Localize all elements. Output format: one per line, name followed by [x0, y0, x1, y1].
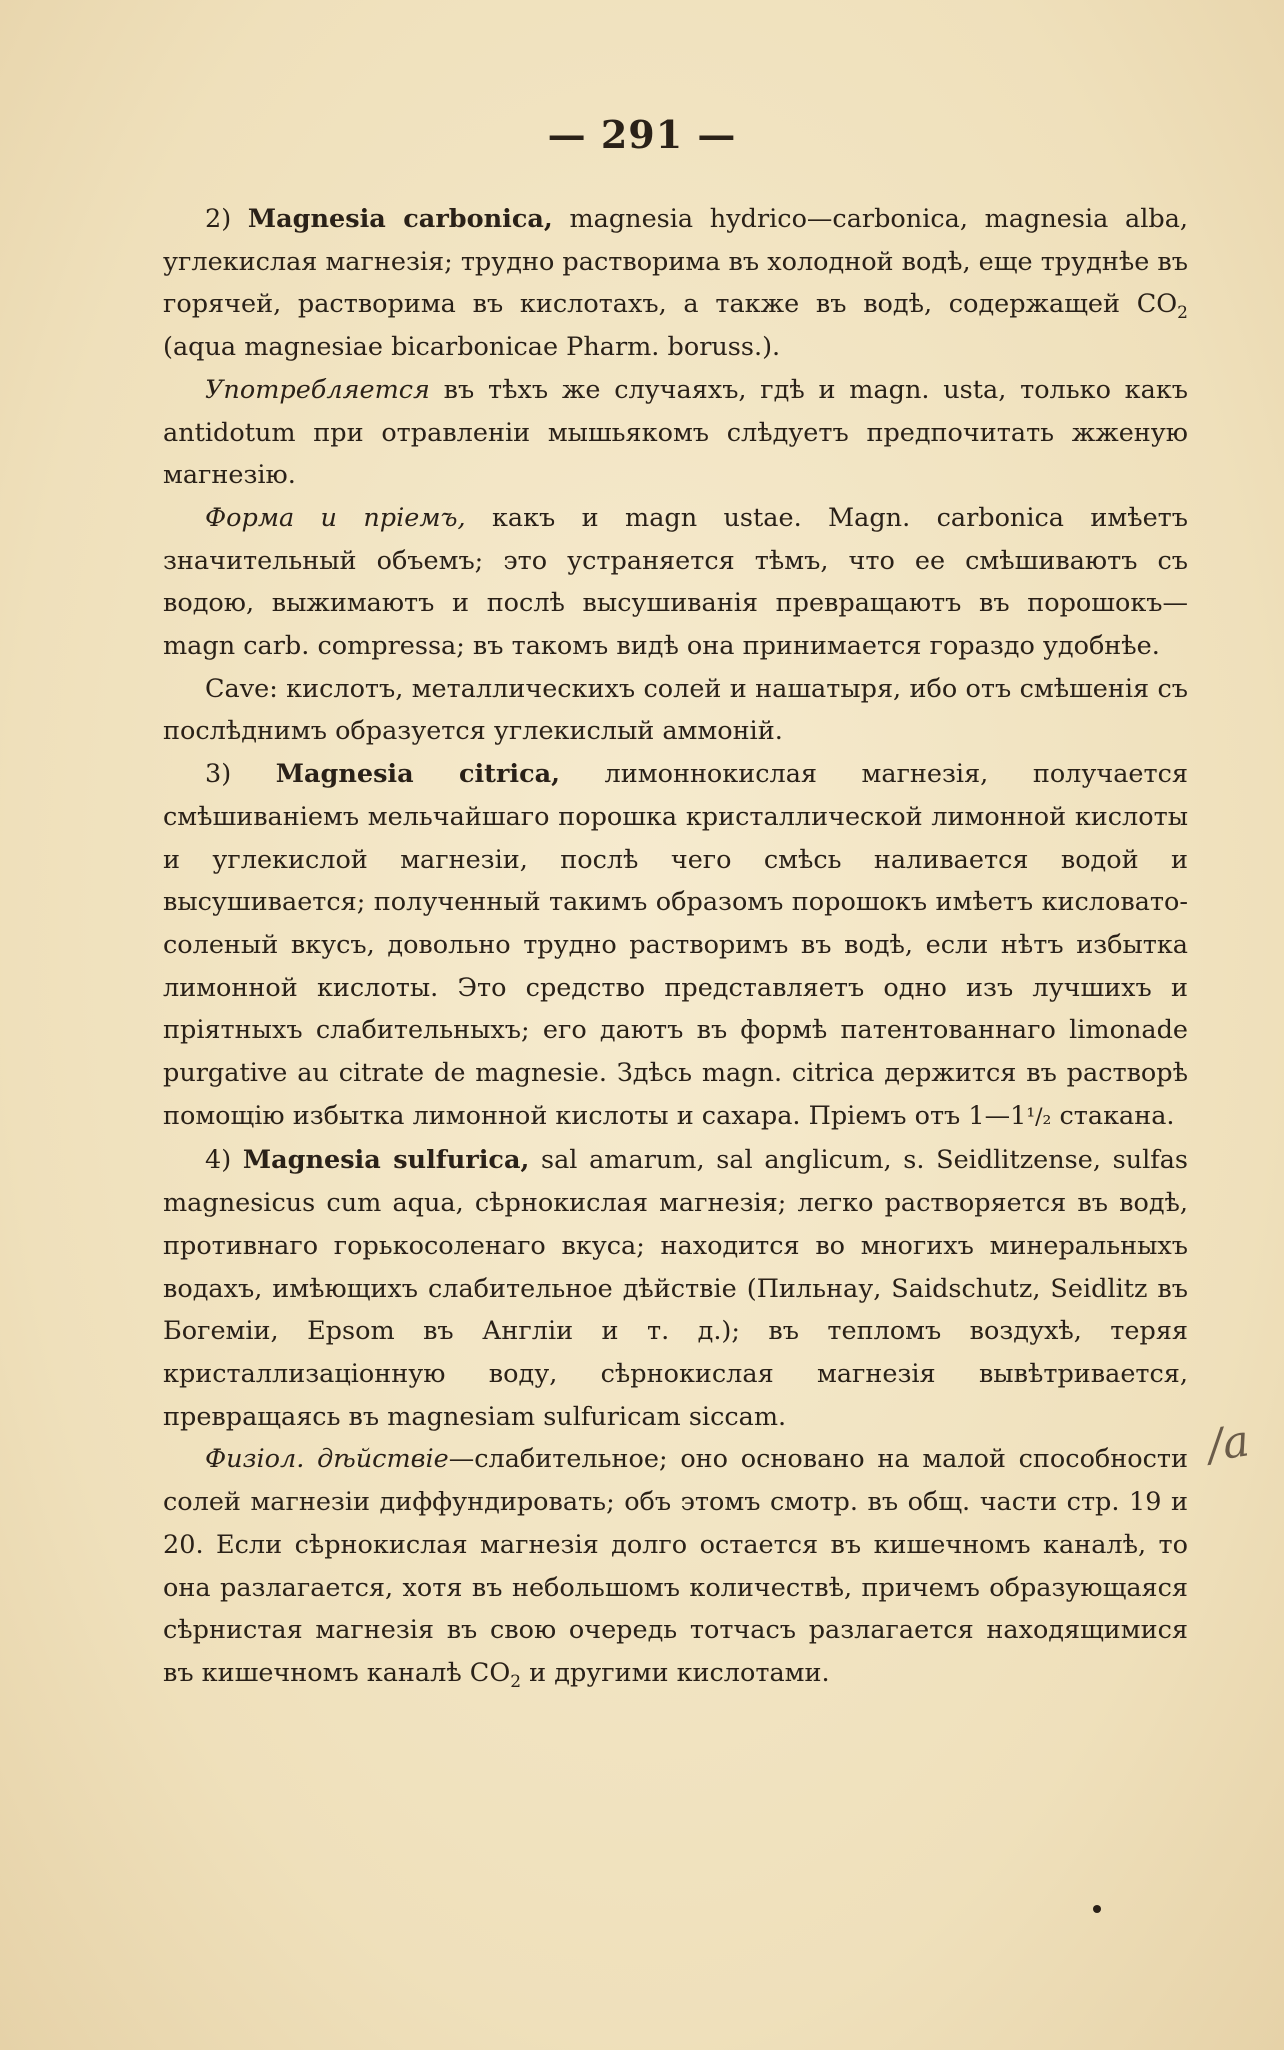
- body-text: [163, 198, 1188, 1695]
- italic-heading: Физіол. дѣйствіе: [205, 1444, 449, 1475]
- paragraph-text: —слабительное; оно основано на малой способности солей магнезіи диффундировать; объ этомъ смотр. въ общ. части стр. 19 и 20. Если сѣрнокислая магнезія долго остается въ кишечномъ каналѣ, то она разлагается, хотя въ небольшомъ количествѣ, причемъ образующаяся сѣрнистая магнезія въ свою очередь тотчасъ разлагается находящимися въ кишечномъ каналѣ CO: [163, 1444, 1189, 1688]
- drug-term: Magnesia citrica,: [275, 759, 561, 790]
- drug-term: Magnesia carbonica,: [247, 204, 553, 234]
- paragraph-magnesia-sulfurica: [163, 1139, 1188, 1438]
- paragraph-text-tail: и другими кислотами.: [521, 1657, 830, 1688]
- paragraph-magnesia-citrica: [163, 753, 1188, 1139]
- item-number: 4): [205, 1145, 232, 1176]
- paragraph-text-tail: стакана.: [1051, 1100, 1175, 1131]
- handwritten-margin-note: /a: [1204, 1415, 1253, 1472]
- item-number: 2): [205, 204, 232, 234]
- paragraph-cave: Cave: кислотъ, металлическихъ солей и нашатыря, ибо отъ смѣшенія съ послѣднимъ образуется углекислый аммоній.: [163, 673, 1188, 747]
- fraction: ¹/₂: [1026, 1104, 1052, 1130]
- subscript: 2: [510, 1671, 522, 1692]
- paragraph-text-tail: (aqua magnesiae bicarbonicae Pharm. boruss.).: [163, 332, 781, 363]
- paragraph-text: въ тѣхъ же случаяхъ, гдѣ и magn. usta, только какъ antidotum при отравленіи мышьякомъ слѣдуетъ предпочитать жженую магнезію.: [163, 374, 1188, 491]
- item-number: 3): [205, 759, 232, 790]
- page-number: — 291 —: [547, 112, 737, 157]
- paragraph-form-dose: [163, 497, 1188, 668]
- paragraph-text: какъ и magn ustae. Magn. carbonica имѣетъ значительный объемъ; это устраняется тѣмъ, что ее смѣшиваютъ съ водою, выжимаютъ и послѣ высушиванія превращаютъ въ порошокъ— magn carb. compressa; въ такомъ видѣ она принимается гораздо удобнѣе.: [163, 502, 1188, 662]
- paragraph-text: лимоннокислая магнезія, получается смѣшиваніемъ мельчайшаго порошка кристаллической лимонной кислоты и углекислой магнезіи, послѣ чего смѣсь наливается водой и высушивается; полученный такимъ образомъ порошокъ имѣетъ кисловато-соленый вкусъ, довольно трудно растворимъ въ водѣ, если нѣтъ избытка лимонной кислоты. Это средство представляетъ одно изъ лучшихъ и пріятныхъ слабительныхъ; его даютъ въ формѣ патентованнаго limonade purgative au citrate de magnesie. Здѣсь magn. citrica держится въ растворѣ помощію избытка лимонной кислоты и сахара. Пріемъ отъ 1—1: [163, 759, 1189, 1131]
- paragraph-text: magnesia hydrico—carbonica, magnesia alba, углекислая магнезія; трудно растворима въ холодной водѣ, еще труднѣе въ горячей, растворима въ кислотахъ, а также въ водѣ, содержащей CO: [163, 204, 1188, 320]
- paragraph-text: sal amarum, sal anglicum, s. Seidlitzense, sulfas magnesicus cum aqua, сѣрнокислая магнезія; легко растворяется въ водѣ, противнаго горькосоленаго вкуса; находится во многихъ минеральныхъ водахъ, имѣющихъ слабительное дѣйствіе (Пильнау, Saidschutz, Seidlitz въ Богеміи, Epsom въ Англіи и т. д.); въ тепломъ воздухѣ, теряя кристаллизаціонную воду, сѣрнокислая магнезія вывѣтривается, превращаясь въ magnesiam sulfuricam siccam.: [163, 1145, 1188, 1432]
- paragraph-usage: [163, 369, 1188, 497]
- paragraph-magnesia-carbonica: [163, 198, 1188, 369]
- subscript: 2: [1177, 303, 1188, 324]
- italic-heading: Употребляется: [205, 374, 430, 405]
- paragraph-physiology: [163, 1438, 1188, 1694]
- italic-heading: Форма и пріемъ,: [205, 502, 466, 533]
- ink-dot: [1093, 1905, 1101, 1913]
- drug-term: Magnesia sulfurica,: [242, 1145, 530, 1176]
